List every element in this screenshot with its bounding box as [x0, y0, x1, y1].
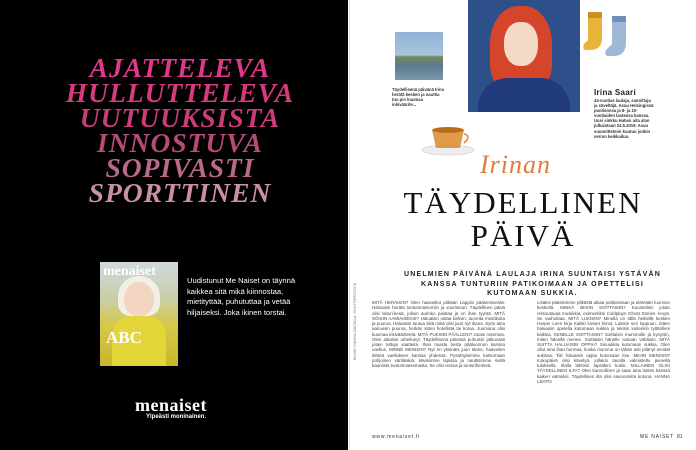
portrait-face	[504, 22, 538, 66]
article-headline	[350, 186, 696, 252]
slogan-line: SPORTTINEN	[88, 177, 272, 208]
brand-tagline: Ylpeästi moninainen.	[146, 414, 207, 420]
person-bio: 44-vuotias laulaja, sanoittaja ja säveltäjä. Asuu Helsingissä puolisonsa ja 8- ja 10-vuotiaiden lastensa kanssa. Uusi sinkku Hatusi aita alan julkaistaan 24.5.2019. Asuu suunnittelmin kuutuu jonkin verran keikkailua.	[594, 98, 654, 139]
slogan-line: SOPIVASTI	[105, 152, 255, 183]
slogan-line: INNOSTUVA	[97, 127, 263, 158]
body-column-1: MITÄ HERÄISIN? Olen haaveillut pitkään Lappiin pääsemisestä. Haluaisin herätä tunturimaisemiin ja vuoristoon. Täydellinen päivä olisi laituri-kesä, jolloin aurinko paistaa ja on ihan tyyntä. MITÄ SÖISIN AAMIAISEKSI? Haluaisin ostaa kahvin, tuoreita mustikoita ja puuroa. Haluaisin tuutua siitä mikä olisi juuri nyt ihana. Syön aina aamuisin puuroa, herkän sitten hotellista tai kotoa. Juomana olisi kuumaa inkivääriteetä. MITÄ PUKISIN PÄÄLLENI? Jotain rosentoa. Olen aikaisin urheilunyt. Täydellisenä päivänä puhuisin jatkuvasti jotain tuttuja vaatteita. Ihan muista tuista pääluonnon kanssa vaellus. MINNE MENISIN? Nyt en yksinäni juuri tänne, haaveilen lähteä vaelluksen kanssa yhdessä. Pysähtyisimme katsomaan pohjoisen väriläiskiä, kävisimme lapissa ja nauttisimme siellä kauniista tunturimaisemasta. Se olisi rentoa ja tunturihenkeä.	[372, 300, 505, 368]
cover-logo: menaiset	[103, 264, 156, 279]
cover-face	[124, 282, 154, 316]
person-name: Irina Saari	[594, 88, 636, 97]
cover-headline: ABC	[106, 328, 142, 347]
photo-credit: KUVAT HANNA SANTALA, SHUTTERSTOCK	[353, 282, 357, 360]
magazine-cover-image	[100, 262, 178, 366]
promo-text: Uudistunut Me Naiset on täynnä kaikkea sitä mikä kiinnostaa, mietityttää, puhututtaa ja vetää hiljaiseksi. Joka ikinen torstai.	[187, 276, 296, 317]
lake-photo	[395, 32, 443, 80]
headline-line: TÄYDELLINEN	[403, 185, 643, 220]
photo-caption: Täydellisenä päivänä Irina herätä kesken ja nauttia tuu pin kuumaa inkiväärite...	[392, 87, 444, 107]
right-page-article	[350, 0, 696, 450]
tea-cup-image	[420, 116, 476, 156]
page-number: 81	[677, 434, 683, 440]
footer-brand: ME NAISET	[640, 434, 675, 440]
footer-url[interactable]: www.menaiset.fi	[372, 434, 421, 440]
headline-line: PÄIVÄ	[470, 218, 576, 253]
slogan-line: UUTUUKSISTA	[79, 102, 281, 133]
script-title: Irinan	[480, 150, 551, 179]
portrait-coat	[478, 78, 570, 112]
slogan-line: HULLUTTELEVA	[65, 77, 295, 108]
slogan-line: AJATTELEVA	[89, 52, 271, 83]
brand-logo: menaiset	[135, 395, 207, 415]
socks-image	[582, 10, 640, 60]
ad-slogan	[20, 52, 340, 208]
body-column-2: Lisäksi pääsisimme pitkästä aikaa patikoimaan ja elämään luonnon keskellä. MINKÄ BIISIN SOITTAISIN? Kuuntelisin jotain rentoutavaa musiikkia, esimerkiksi Coldplayn Ghost Stories -levyä. Se rauhoittaa. MITÄ LUKISIN? Minulla on tällä hetkellä kesken Harper Leen kirja Kaikki kiviset linnut. Lukisin sen loppuun. Sitten haluaisin opetella kutomaan sukkia ja tekisin kuitenkin tyttärilleni kaikkia. KENELLE SOITTAISIN? Soittaisin mummolle ja kysyisin, miten hänellä menee. Soittaisin hänelle tosiaan vähäisin. MITÄ SUITTA HALUAISIN OPPIA? Sinuukkia kutomaan sukkia. Olen ollut aina ihan hurmaa, koska mumma on tähän asti pitänyt meidät sukissa. Tiiti haluaisin oppia kutomaan itse. MIHIN MENISIN? Kokopäivä olisi kävelyä, jollakin tavalla valmisteltu pienellä tuluksella. Illalla lähtisin lapsilleni kotiin. MILLAINEN OLISI TÄYDELLINEN ILTA? Olen kunnollinen ja saan aina lasten kanssa kaiken valmiiksi. Täydellinen ilta olisi saunomista kotona. HANNA LEHTO	[537, 300, 670, 384]
irina-portrait	[468, 0, 580, 112]
article-lead: UNELMIEN PÄIVÄNÄ LAULAJA IRINA SUUNTAISI YSTÄVÄN KANSSA TUNTURIIN PATIKOIMAAN JA OPETTELISI KUTOMAAN SUKKIA.	[403, 271, 662, 297]
